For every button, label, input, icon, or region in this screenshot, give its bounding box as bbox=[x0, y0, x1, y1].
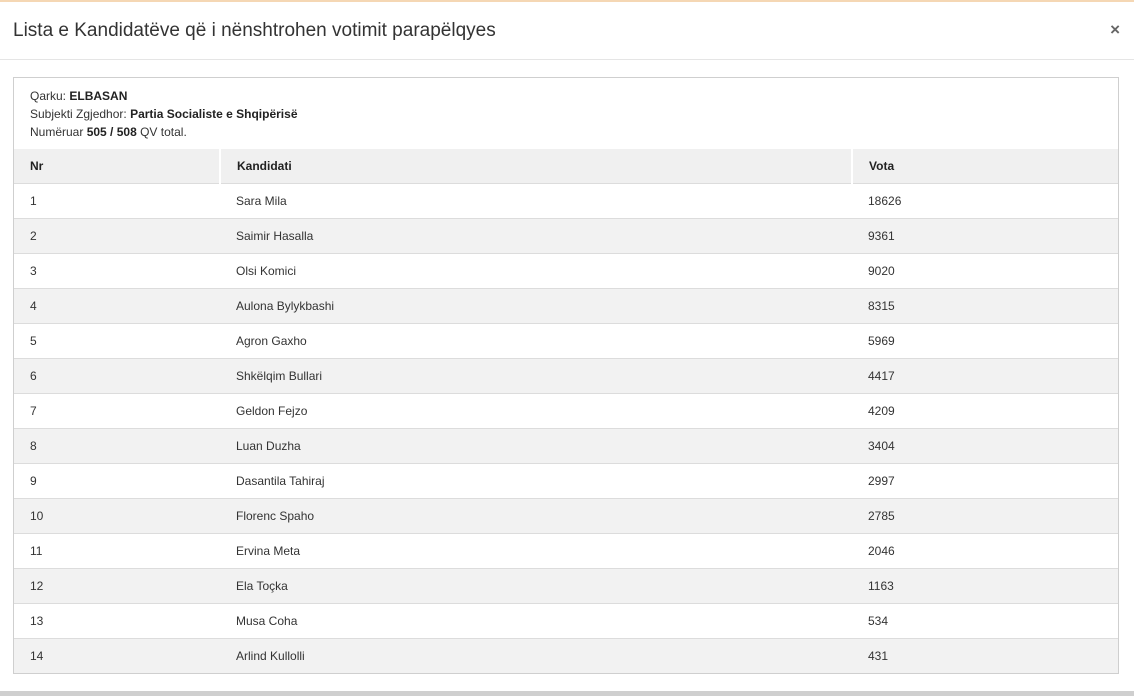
table-row bbox=[14, 393, 1118, 428]
header-candidate: Kandidati bbox=[220, 149, 852, 183]
cell-candidate: Olsi Komici bbox=[220, 253, 852, 288]
cell-candidate: Ela Toçka bbox=[220, 568, 852, 603]
cell-nr: 13 bbox=[14, 603, 220, 638]
cell-votes: 5969 bbox=[852, 323, 1118, 358]
cell-votes: 3404 bbox=[852, 428, 1118, 463]
subject-line bbox=[30, 105, 298, 123]
cell-nr: 6 bbox=[14, 358, 220, 393]
cell-votes: 2997 bbox=[852, 463, 1118, 498]
table-row bbox=[14, 568, 1118, 603]
table-row bbox=[14, 428, 1118, 463]
cell-nr: 3 bbox=[14, 253, 220, 288]
cell-votes: 534 bbox=[852, 603, 1118, 638]
candidates-table bbox=[14, 149, 1118, 673]
table-row bbox=[14, 533, 1118, 568]
table-row bbox=[14, 638, 1118, 673]
cell-votes: 18626 bbox=[852, 183, 1118, 218]
counted-line bbox=[30, 123, 298, 141]
table-row bbox=[14, 253, 1118, 288]
counted-value: 505 / 508 bbox=[86, 125, 137, 139]
table-body bbox=[14, 183, 1118, 673]
modal-header bbox=[0, 2, 1134, 60]
header-votes: Vota bbox=[852, 149, 1118, 183]
cell-candidate: Ervina Meta bbox=[220, 533, 852, 568]
cell-nr: 9 bbox=[14, 463, 220, 498]
counted-suffix: QV total. bbox=[140, 125, 187, 139]
county-value: ELBASAN bbox=[69, 89, 128, 103]
table-row bbox=[14, 218, 1118, 253]
table-row bbox=[14, 463, 1118, 498]
cell-nr: 8 bbox=[14, 428, 220, 463]
cell-votes: 2046 bbox=[852, 533, 1118, 568]
cell-votes: 4417 bbox=[852, 358, 1118, 393]
cell-nr: 12 bbox=[14, 568, 220, 603]
results-panel bbox=[13, 77, 1119, 674]
table-row bbox=[14, 288, 1118, 323]
cell-nr: 5 bbox=[14, 323, 220, 358]
cell-nr: 2 bbox=[14, 218, 220, 253]
cell-candidate: Luan Duzha bbox=[220, 428, 852, 463]
cell-votes: 4209 bbox=[852, 393, 1118, 428]
cell-votes: 8315 bbox=[852, 288, 1118, 323]
cell-votes: 2785 bbox=[852, 498, 1118, 533]
cell-candidate: Arlind Kullolli bbox=[220, 638, 852, 673]
cell-votes: 9020 bbox=[852, 253, 1118, 288]
cell-candidate: Dasantila Tahiraj bbox=[220, 463, 852, 498]
counted-label: Numëruar bbox=[30, 125, 84, 139]
cell-candidate: Shkëlqim Bullari bbox=[220, 358, 852, 393]
cell-candidate: Musa Coha bbox=[220, 603, 852, 638]
cell-nr: 10 bbox=[14, 498, 220, 533]
results-info bbox=[30, 87, 298, 141]
cell-candidate: Sara Mila bbox=[220, 183, 852, 218]
subject-label: Subjekti Zgjedhor: bbox=[30, 107, 127, 121]
modal-title: Lista e Kandidatëve që i nënshtrohen votimit parapëlqyes bbox=[13, 20, 496, 41]
cell-candidate: Florenc Spaho bbox=[220, 498, 852, 533]
cell-votes: 1163 bbox=[852, 568, 1118, 603]
table-row bbox=[14, 183, 1118, 218]
cell-candidate: Geldon Fejzo bbox=[220, 393, 852, 428]
county-line bbox=[30, 87, 298, 105]
cell-nr: 11 bbox=[14, 533, 220, 568]
cell-candidate: Saimir Hasalla bbox=[220, 218, 852, 253]
cell-votes: 9361 bbox=[852, 218, 1118, 253]
cell-nr: 1 bbox=[14, 183, 220, 218]
cell-nr: 4 bbox=[14, 288, 220, 323]
cell-votes: 431 bbox=[852, 638, 1118, 673]
table-header-row bbox=[14, 149, 1118, 183]
table-row bbox=[14, 358, 1118, 393]
table-row bbox=[14, 603, 1118, 638]
close-button[interactable]: × bbox=[1110, 20, 1120, 39]
cell-candidate: Agron Gaxho bbox=[220, 323, 852, 358]
county-label: Qarku: bbox=[30, 89, 67, 103]
table-row bbox=[14, 323, 1118, 358]
cell-nr: 14 bbox=[14, 638, 220, 673]
table-row bbox=[14, 498, 1118, 533]
subject-value: Partia Socialiste e Shqipërisë bbox=[130, 107, 298, 121]
header-nr: Nr bbox=[30, 158, 44, 173]
cell-nr: 7 bbox=[14, 393, 220, 428]
cell-candidate: Aulona Bylykbashi bbox=[220, 288, 852, 323]
